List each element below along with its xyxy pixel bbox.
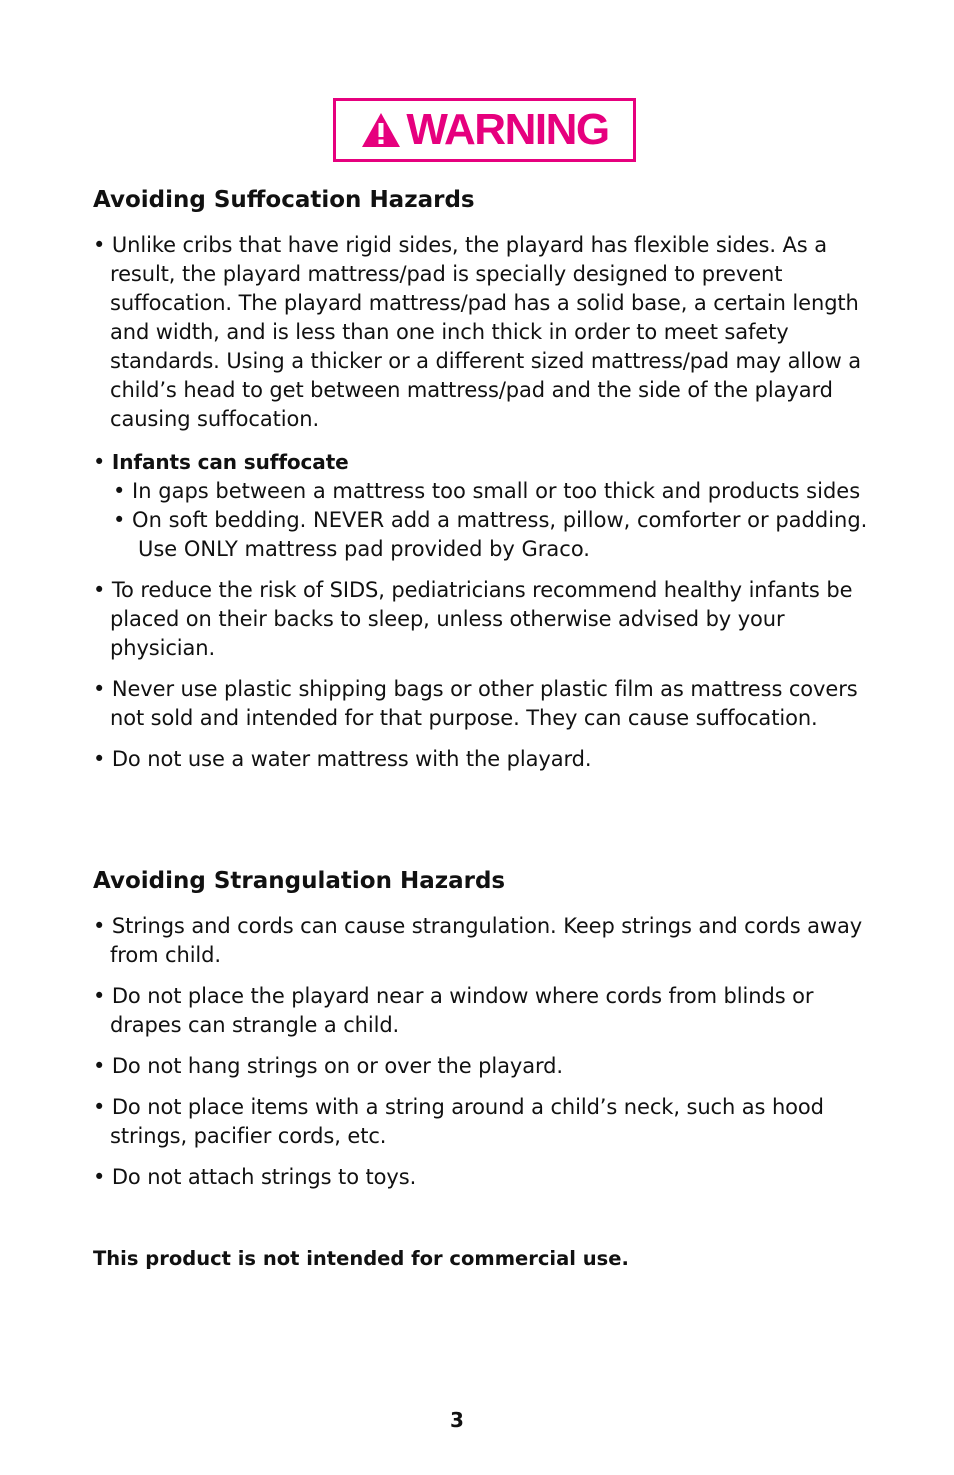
list-item: • To reduce the risk of SIDS, pediatricians recommend healthy infants be placed on their backs to sleep, unless otherwise advised by your physician. bbox=[93, 578, 853, 660]
list-item: • On soft bedding. NEVER add a mattress, pillow, comforter or padding. Use ONLY mattress pad provided by Graco. bbox=[113, 508, 868, 561]
warning-label: WARNING bbox=[406, 105, 609, 154]
commercial-use-note: This product is not intended for commercial use. bbox=[93, 1247, 629, 1270]
suffocation-section bbox=[93, 185, 883, 774]
strangulation-section bbox=[93, 866, 883, 1192]
infants-block bbox=[93, 448, 883, 564]
list-item: • Strings and cords can cause strangulation. Keep strings and cords away from child. bbox=[93, 914, 863, 967]
list-item: • Do not use a water mattress with the playard. bbox=[93, 747, 592, 771]
list-item: • Unlike cribs that have rigid sides, the playard has flexible sides. As a result, the playard mattress/pad is specially designed to prevent suffocation. The playard mattress/pad has a solid base, a certain length and width, and is less than one inch thick in order to meet safety standards. Using a thicker or a different sized mattress/pad may allow a child’s head to get between mattress/pad and the side of the playard causing suffocation. bbox=[93, 233, 861, 431]
list-item: • Do not hang strings on or over the playard. bbox=[93, 1054, 563, 1078]
list-item: • Do not place the playard near a window where cords from blinds or drapes can strangle a child. bbox=[93, 984, 814, 1037]
list-item: • Do not place items with a string around a child’s neck, such as hood strings, pacifier cords, etc. bbox=[93, 1095, 824, 1148]
suffocation-heading: Avoiding Suffocation Hazards bbox=[93, 187, 475, 213]
list-item: • In gaps between a mattress too small or too thick and products sides bbox=[113, 479, 861, 503]
list-bullet: • bbox=[93, 450, 112, 474]
warning-triangle-icon bbox=[360, 111, 402, 149]
list-item: • Never use plastic shipping bags or other plastic film as mattress covers not sold and intended for that purpose. They can cause suffocation. bbox=[93, 677, 858, 730]
page-number: 3 bbox=[450, 1408, 464, 1432]
infants-heading: Infants can suffocate bbox=[111, 450, 349, 474]
list-item: • Do not attach strings to toys. bbox=[93, 1165, 417, 1189]
strangulation-heading: Avoiding Strangulation Hazards bbox=[93, 868, 506, 894]
warning-banner bbox=[333, 98, 636, 162]
